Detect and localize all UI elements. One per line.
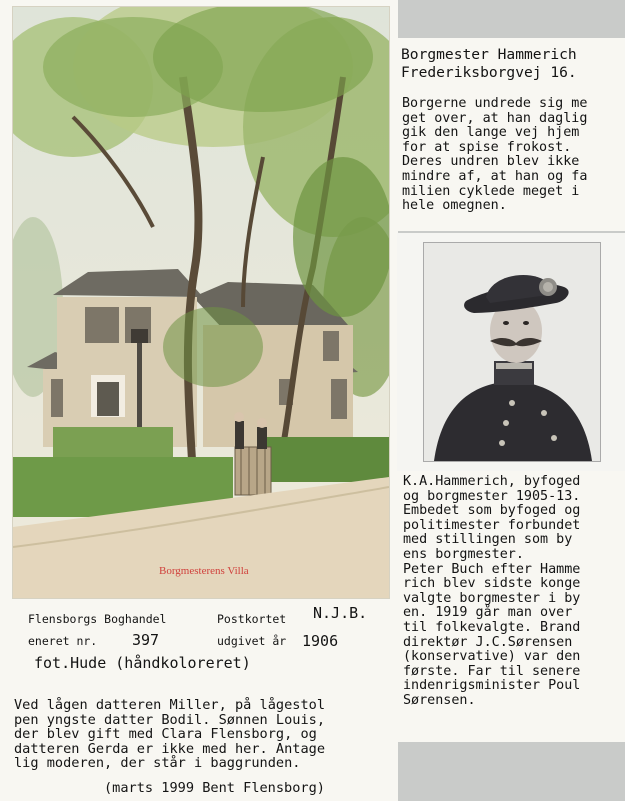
publisher-name: Flensborgs Boghandel: [28, 612, 167, 626]
postcard-caption: Borgmesterens Villa: [159, 565, 249, 577]
villa-illustration: [13, 7, 389, 598]
note-signature: (marts 1999 Bent Flensborg): [104, 780, 325, 796]
title-card: [397, 38, 625, 231]
bio-line: K.A.Hammerich, byfoged: [403, 474, 581, 489]
bio-line: rich blev sidste konge: [403, 576, 581, 592]
bio-line: direktør J.C.Sørensen: [403, 634, 573, 650]
body-line: gik den lange vej hjem: [402, 125, 580, 141]
body-line: Deres undren blev ikke: [402, 154, 580, 170]
bio-line: og borgmester 1905-13.: [403, 488, 581, 504]
title-line: Frederiksborgvej 16.: [401, 63, 577, 81]
note-line: pen yngste datter Bodil. Sønnen Louis,: [14, 711, 325, 728]
bio-line: med stillingen som by: [403, 532, 573, 548]
published-label: udgivet år: [217, 634, 287, 648]
rights-label: eneret nr.: [28, 634, 98, 648]
publication-year: 1906: [302, 632, 339, 650]
bio-line: indenrigsminister Poul: [403, 678, 581, 694]
postcard-number: 397: [132, 631, 160, 649]
biography-text: [403, 475, 580, 709]
biography-card: [397, 471, 625, 742]
bio-line: Embedet som byfoged og: [403, 503, 581, 519]
note-line: der blev gift med Clara Flensborg, og: [14, 726, 317, 743]
initials: N.J.B.: [313, 604, 368, 622]
portrait-photo: [423, 242, 601, 462]
bio-line: ens borgmester.: [403, 546, 524, 562]
portrait-illustration: [424, 243, 600, 461]
postcard-label: Postkortet: [217, 612, 287, 626]
postcard-image: [12, 6, 390, 599]
note-line: Ved lågen datteren Miller, på lågestol: [14, 697, 325, 713]
bio-line: første. Far til senere: [403, 663, 581, 679]
body-line: get over, at han daglig: [402, 110, 588, 126]
title-line: Borgmester Hammerich: [401, 46, 577, 63]
bio-line: (konservative) var den: [403, 649, 581, 665]
portrait-card: [397, 233, 625, 471]
bio-line: til folkevalgte. Brand: [403, 619, 581, 635]
bio-line: valgte borgmester i by: [403, 590, 581, 606]
body-line: hele omegnen.: [402, 198, 507, 214]
body-line: mindre af, at han og fa: [402, 168, 588, 184]
body-line: for at spise frokost.: [402, 139, 572, 155]
body-line: Borgerne undrede sig me: [402, 96, 588, 111]
title-heading: [401, 46, 577, 81]
bio-line: Sørensen.: [403, 692, 476, 708]
bottom-note: [14, 698, 325, 771]
bio-line: Peter Buch efter Hamme: [403, 561, 581, 577]
note-line: lig moderen, der står i baggrunden.: [14, 755, 301, 772]
bio-line: en. 1919 går man over: [403, 605, 573, 621]
note-line: datteren Gerda er ikke med her. Antage: [14, 740, 325, 757]
photo-credit: fot.Hude (håndkoloreret): [34, 654, 251, 672]
body-line: milien cyklede meget i: [402, 183, 580, 199]
title-body: [402, 97, 587, 214]
bio-line: politimester forbundet: [403, 517, 581, 533]
